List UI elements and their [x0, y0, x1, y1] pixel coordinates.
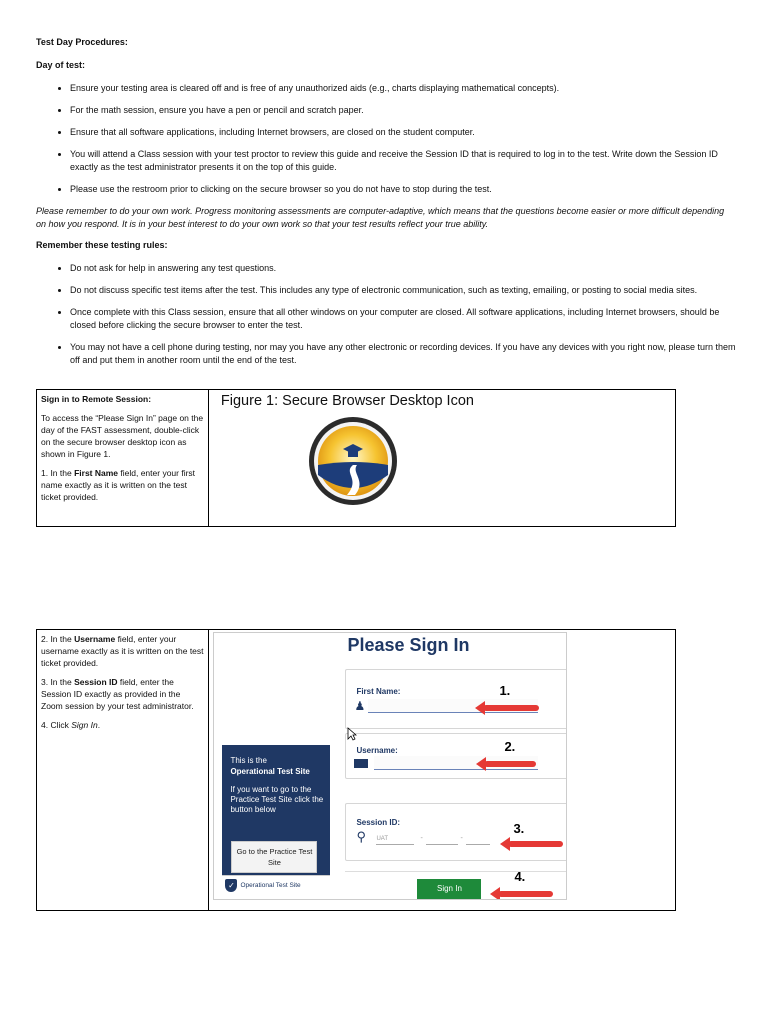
arrow-1: [483, 705, 539, 711]
steps-cell: [37, 630, 209, 911]
person-icon: ♟: [354, 699, 366, 713]
marker-4: 4.: [514, 869, 526, 884]
list-item: • For the math session, ensure you have a pen or pencil and scratch paper.: [70, 104, 736, 117]
id-card-icon: [354, 759, 368, 768]
sign-in-steps-table: [36, 629, 676, 911]
day-of-test-heading: Day of test:: [36, 60, 86, 70]
username-label: Username:: [356, 746, 398, 755]
sign-in-button[interactable]: Sign In: [417, 879, 481, 899]
list-item: • Once complete with this Class session, ensure that all other windows on your computer are closed. All software applications, including Internet browsers, should be closed before clicking the secure browser to enter the test.: [70, 306, 736, 332]
procedures-document: [36, 36, 736, 376]
list-item: • Do not ask for help in answering any test questions.: [70, 262, 736, 275]
shield-check-icon: ✓: [225, 879, 237, 892]
step-1-text: 1. In the First Name field, enter your first name exactly as it is written on the test ticket provided.: [41, 468, 196, 502]
session-part-3[interactable]: [466, 833, 490, 845]
arrow-2: [484, 761, 536, 767]
screenshot-cell: [209, 630, 676, 911]
rules-heading: Remember these testing rules:: [36, 240, 168, 250]
practice-site-button[interactable]: Go to the Practice Test Site: [231, 841, 317, 873]
figure-cell: [208, 390, 675, 527]
session-prefix-field[interactable]: UAT: [376, 833, 414, 845]
marker-3: 3.: [513, 821, 525, 836]
session-dash-1: -: [420, 835, 423, 842]
session-label: Session ID:: [356, 818, 401, 827]
first-name-label: First Name:: [356, 687, 401, 696]
practice-site-hint: If you want to go to the Practice Test Site click the button below: [230, 785, 324, 814]
list-item: • You will attend a Class session with your test proctor to review this guide and receive the Session ID that is required to log in to the test. Write down the Session ID exactly as the test administrator presents it on the top of this guide.: [70, 148, 736, 174]
access-instructions: To access the “Please Sign In” page on the day of the FAST assessment, double-click on the secure browser desktop icon as shown in Figure 1.: [41, 413, 204, 459]
secure-browser-icon: [307, 415, 399, 507]
username-panel: [345, 733, 567, 779]
session-panel: [345, 803, 567, 861]
sign-in-screenshot: [213, 632, 567, 900]
instructions-cell: [37, 390, 209, 527]
rules-list: [36, 262, 736, 367]
session-dash-2: -: [460, 835, 463, 842]
footer-divider: [345, 871, 566, 872]
table-heading: Sign in to Remote Session:: [41, 394, 152, 404]
sign-in-instructions-table: [36, 389, 676, 527]
operational-site-heading: This is the Operational Test Site: [230, 756, 310, 776]
list-item: • Ensure that all software applications, including Internet browsers, are closed on the student computer.: [70, 126, 736, 139]
operational-site-label: Operational Test Site: [240, 882, 301, 889]
first-name-panel: [345, 669, 567, 729]
list-item: • Ensure your testing area is cleared off and is free of any unauthorized aids (e.g., charts displaying mathematical concepts).: [70, 82, 736, 95]
session-part-2[interactable]: [426, 833, 458, 845]
step-2-text: 2. In the Username field, enter your username exactly as it is written on the test ticket provided.: [41, 634, 204, 668]
figure-title: Figure 1: Secure Browser Desktop Icon: [220, 393, 474, 409]
step-3-text: 3. In the Session ID field, enter the Session ID exactly as provided in the Zoom session by your test administrator.: [41, 677, 194, 711]
step-4-text: 4. Click Sign In.: [41, 720, 101, 730]
arrow-3: [508, 841, 563, 847]
list-item: • Do not discuss specific test items after the test. This includes any type of electronic communication, such as texting, emailing, or posting to social media sites.: [70, 284, 736, 297]
arrow-4: [498, 891, 553, 897]
list-item: • You may not have a cell phone during testing, nor may you have any other electronic or recording devices. If you have any devices with you right now, please turn them off and put them in another room until the end of the test.: [70, 341, 736, 367]
section-title: Test Day Procedures:: [36, 37, 128, 47]
sign-in-title: Please Sign In: [347, 635, 470, 655]
marker-2: 2.: [504, 739, 516, 754]
mouse-cursor-icon: [347, 727, 357, 741]
operational-site-panel: [222, 745, 330, 895]
day-of-test-list: [36, 82, 736, 196]
key-icon: ⚲: [356, 829, 366, 844]
list-item: • Please use the restroom prior to clicking on the secure browser so you do not have to stop during the test.: [70, 183, 736, 196]
operational-site-footer: [222, 875, 330, 896]
marker-1: 1.: [499, 683, 511, 698]
reminder-text: Please remember to do your own work. Progress monitoring assessments are computer-adaptive, which means that the questions become easier or more difficult depending on how you respond. It is in your best interest to do your own work so that your test results reflect your true ability.: [36, 206, 725, 229]
